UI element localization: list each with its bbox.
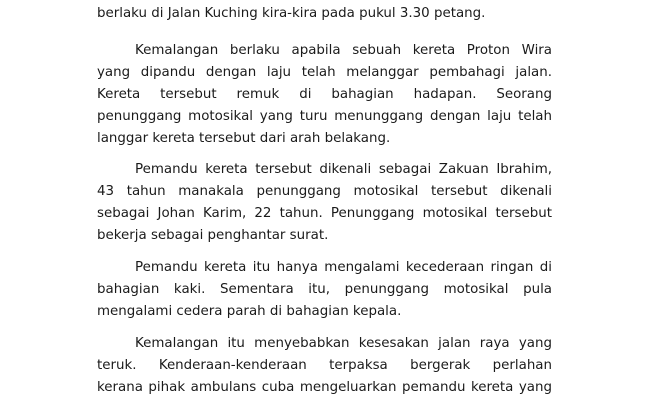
paragraph-4-line-1: Pemandu kereta itu hanya mengalami kecederaan ringan di [135, 260, 552, 275]
paragraph-2-line-5: langgar kereta tersebut dari arah belakang. [97, 131, 391, 146]
paragraph-2-line-3: Kereta tersebut remuk di bahagian hadapan. Seorang [97, 87, 552, 102]
paragraph-5-line-1: Kemalangan itu menyebabkan kesesakan jalan raya yang [135, 336, 552, 351]
paragraph-1-line-1: berlaku di Jalan Kuching kira-kira pada pukul 3.30 petang. [97, 6, 486, 21]
paragraph-2-line-4: penunggang motosikal yang turu menunggang dengan laju telah [97, 109, 552, 124]
paragraph-5-line-2: teruk. Kenderaan-kenderaan terpaksa bergerak perlahan [97, 358, 552, 373]
paragraph-3-line-1: Pemandu kereta tersebut dikenali sebagai Zakuan Ibrahim, [135, 162, 552, 177]
paragraph-5-line-3: kerana pihak ambulans cuba mengeluarkan pemandu kereta yang [97, 380, 552, 395]
paragraph-2-line-2: yang dipandu dengan laju telah melanggar pembahagi jalan. [97, 65, 552, 80]
paragraph-3-line-2: 43 tahun manakala penunggang motosikal tersebut dikenali [97, 184, 552, 199]
paragraph-4-line-2: bahagian kaki. Sementara itu, penunggang motosikal pula [97, 282, 552, 297]
paragraph-3-line-3: sebagai Johan Karim, 22 tahun. Penunggang motosikal tersebut [97, 206, 552, 221]
paragraph-3-line-4: bekerja sebagai penghantar surat. [97, 228, 329, 243]
paragraph-4-line-3: mengalami cedera parah di bahagian kepala. [97, 304, 402, 319]
paragraph-2-line-1: Kemalangan berlaku apabila sebuah kereta Proton Wira [135, 43, 552, 58]
